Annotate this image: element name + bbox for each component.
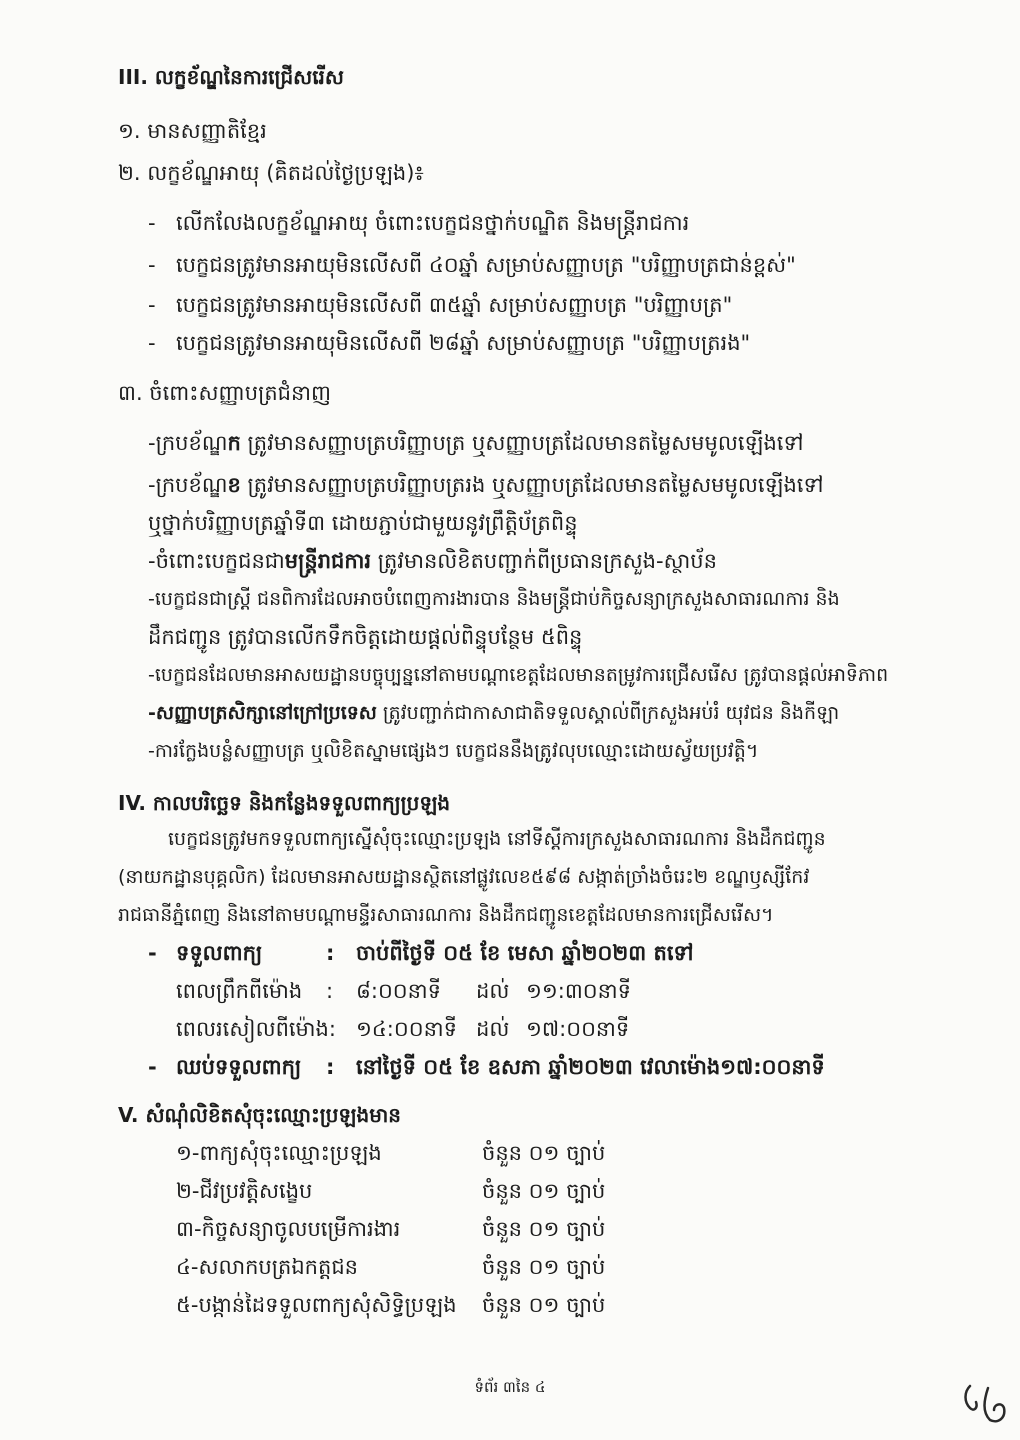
section-4-heading: IV. កាលបរិច្ឆេទ និងកន្លែងទទួលពាក្យប្រឡង <box>118 791 451 815</box>
handwritten-initials <box>960 1378 1012 1428</box>
application-paragraph-line: (នាយកដ្ឋានបុគ្គលិក) ដែលមានអាសយដ្ឋានស្ថិតនៅផ្លូវលេខ៥៩៨ សង្កាត់ច្រាំងចំរេះ២ ខណ្ឌឫស្សីកែវ <box>118 866 810 888</box>
criterion-age: ២. លក្ខខ័ណ្ឌអាយុ (គិតដល់ថ្ងៃប្រឡង)៖ <box>118 161 424 185</box>
afternoon-hours-row: ពេលរសៀលពីម៉ោង: ១៤:០០នាទី ដល់ ១៧:០០នាទី <box>176 1017 630 1041</box>
degree-rule-a: -ក្របខ័ណ្ឌក ត្រូវមានសញ្ញាបត្របរិញ្ញាបត្រ ឬសញ្ញាបត្រដែលមានតម្លៃសមមូលឡើងទៅ <box>148 431 804 455</box>
degree-rule-c: -ចំពោះបេក្ខជនជាមន្ត្រីរាជការ ត្រូវមានលិខិតបញ្ជាក់ពីប្រធានក្រសួង-ស្ថាប័ន <box>148 549 717 573</box>
application-paragraph-line: បេក្ខជនត្រូវមកទទួលពាក្យស្នើសុំចុះឈ្មោះប្រឡង នៅទីស្តីការក្រសួងសាធារណការ និងដឹកជញ្ជូន <box>168 828 826 850</box>
degree-rule-f: -សញ្ញាបត្រសិក្សានៅក្រៅប្រទេស ត្រូវបញ្ជាក់ជាកាសាជាតិទទួលស្គាល់ពីក្រសួងអប់រំ យុវជន និងកីឡា <box>148 702 840 724</box>
document-list-item: ៤-សលាកបត្រឯកត្តជន ចំនួន ០១ ច្បាប់ <box>176 1255 606 1279</box>
age-rule: - លើកលែងលក្ខខ័ណ្ឌអាយុ ចំពោះបេក្ខជនថ្នាក់បណ្ឌិត និងមន្រ្តីរាជការ <box>148 211 690 235</box>
degree-rule-g: -ការក្លែងបន្លំសញ្ញាបត្រ ឬលិខិតស្នាមផ្សេងៗ បេក្ខជននឹងត្រូវលុបឈ្មោះដោយស្វ័យប្រវត្តិ។ <box>148 740 759 762</box>
age-rule: - បេក្ខជនត្រូវមានអាយុមិនលើសពី ២៨ឆ្នាំ សម្រាប់សញ្ញាបត្រ "បរិញ្ញាបត្ររង" <box>148 331 751 355</box>
close-row: - ឈប់ទទួលពាក្យ : នៅថ្ងៃទី ០៥ ខែ ឧសភា ឆ្នាំ២០២៣ វេលាម៉ោង១៧:០០នាទី <box>148 1055 825 1079</box>
morning-hours-row: ពេលព្រឹកពីម៉ោង : ៨:០០នាទី ដល់ ១១:៣០នាទី <box>176 979 631 1003</box>
document-list-item: ២-ជីវប្រវត្តិសង្ខេប ចំនួន ០១ ច្បាប់ <box>176 1179 606 1203</box>
criterion-degree: ៣. ចំពោះសញ្ញាបត្រជំនាញ <box>118 381 331 405</box>
section-3-heading: III. លក្ខខ័ណ្ឌនៃការជ្រើសរើស <box>118 65 344 89</box>
receive-row: - ទទួលពាក្យ : ចាប់ពីថ្ងៃទី ០៥ ខែ មេសា ឆ្នាំ២០២៣ តទៅ <box>148 941 694 965</box>
criterion-nationality: ១. មានសញ្ញាតិខ្មែរ <box>118 119 267 143</box>
degree-rule-b-cont: ឬថ្នាក់បរិញ្ញាបត្រឆ្នាំទី៣ ដោយភ្ជាប់ជាមួយនូវព្រឹត្តិប័ត្រពិន្ទុ <box>148 511 578 535</box>
document-list-item: ៣-កិច្ចសន្យាចូលបម្រើការងារ ចំនួន ០១ ច្បាប់ <box>176 1217 606 1241</box>
degree-rule-b: -ក្របខ័ណ្ឌខ ត្រូវមានសញ្ញាបត្របរិញ្ញាបត្ររង ឬសញ្ញាបត្រដែលមានតម្លៃសមមូលឡើងទៅ <box>148 473 824 497</box>
age-rule: - បេក្ខជនត្រូវមានអាយុមិនលើសពី ៣៥ឆ្នាំ សម្រាប់សញ្ញាបត្រ "បរិញ្ញាបត្រ" <box>148 293 733 317</box>
document-list-item: ៥-បង្កាន់ដៃទទួលពាក្យសុំសិទ្ធិប្រឡង ចំនួន ០១ ច្បាប់ <box>176 1293 606 1317</box>
degree-rule-d: -បេក្ខជនជាស្ត្រី ជនពិការដែលអាចបំពេញការងារបាន និងមន្ត្រីជាប់កិច្ចសន្យាក្រសួងសាធារណការ និង <box>148 588 840 610</box>
section-5-heading: V. សំណុំលិខិតសុំចុះឈ្មោះប្រឡងមាន <box>118 1103 401 1127</box>
age-rule: - បេក្ខជនត្រូវមានអាយុមិនលើសពី ៤០ឆ្នាំ សម្រាប់សញ្ញាបត្រ "បរិញ្ញាបត្រជាន់ខ្ពស់" <box>148 253 796 277</box>
degree-rule-e: -បេក្ខជនដែលមានអាសយដ្ឋានបច្ចុប្បន្ននៅតាមបណ្តាខេត្តដែលមានតម្រូវការជ្រើសរើស ត្រូវបានផ្តល់អាទិភាព <box>148 664 889 686</box>
document-list-item: ១-ពាក្យសុំចុះឈ្មោះប្រឡង ចំនួន ០១ ច្បាប់ <box>176 1141 606 1165</box>
page-number: ទំព័រ ៣នៃ ៤ <box>474 1378 546 1396</box>
application-paragraph-line: រាជធានីភ្នំពេញ និងនៅតាមបណ្តាមន្ទីរសាធារណការ និងដឹកជញ្ជូនខេត្តដែលមានការជ្រើសរើស។ <box>118 904 774 926</box>
degree-rule-d-cont: ដឹកជញ្ជូន ត្រូវបានលើកទឹកចិត្តដោយផ្តល់ពិន្ទុបន្ថែម ៥ពិន្ទុ <box>148 625 583 649</box>
